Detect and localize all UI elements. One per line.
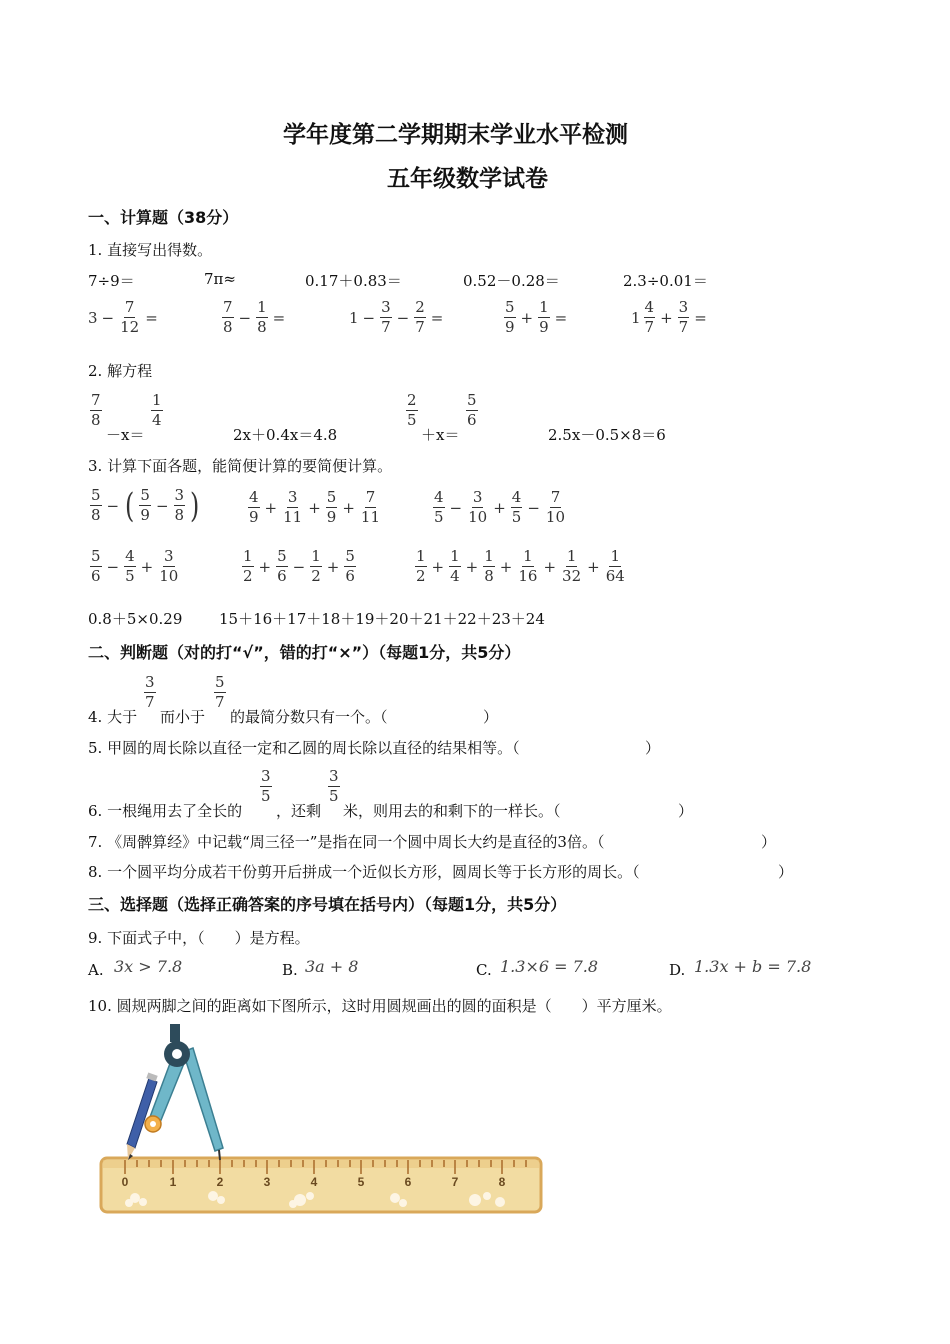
fraction: $\frac{7}{10}$ [545,488,566,526]
q1-fraction-expr [349,300,446,335]
option-letter: C. [476,961,492,979]
q3-expr [240,549,358,584]
q8-text: 8. 一个圆平均分成若干份剪开后拼成一个近似长方形，圆周长等于长方形的周长。（ [88,863,640,881]
fraction: 4 9 [249,488,259,526]
fraction: $\frac{5}{6}$ [345,547,355,585]
fraction: $\frac{1}{64}$ [605,547,625,585]
fraction: $\frac{3}{8}$ [174,486,185,524]
q3-label: 3. 计算下面各题，能简便计算的要简便计算。 [88,457,393,475]
fraction: 5 6 [467,391,477,429]
fraction: 5 9 [505,298,515,336]
right-paren: ) [190,485,200,526]
q5-text: 5. 甲圆的周长除以直径一定和乙圆的周长除以直径的结果相等。（ [88,739,520,757]
q1-item: 7÷9＝ [88,272,135,290]
ruler-label: 0 [121,1175,129,1189]
answer-paren-close: ） [778,863,794,881]
fraction: $\frac{2}{7}$ [415,298,425,336]
q1-item: 0.52－0.28＝ [463,272,560,290]
ruler-label: 4 [310,1175,318,1189]
ruler-label: 2 [216,1175,224,1189]
q4-text: 而小于 [160,708,206,726]
operator: + [543,557,557,576]
q10-text: 10. 圆规两脚之间的距离如下图所示，这时用圆规画出的圆的面积是（ ）平方厘米。 [88,997,672,1015]
option-expr: 3x > 7.8 [114,957,183,976]
operator: + [431,557,445,576]
operator: − [101,308,115,327]
fraction: $\frac{1}{8}$ [257,298,267,336]
fraction: $\frac{7}{12}$ [120,298,140,336]
fraction: $\frac{3}{10}$ [159,547,179,585]
q2-label: 2. 解方程 [88,362,153,380]
q3-expr [431,490,568,525]
operator: + [140,557,154,576]
fraction: $\frac{3}{11}$ [283,488,303,526]
q6-text: 6. 一根绳用去了全长的 [88,802,243,820]
operator: + [258,557,272,576]
q4-text: 4. 大于 [88,708,138,726]
q4-text: 的最简分数只有一个。（ [230,708,388,726]
operator: − [106,557,120,576]
q1-item: 2.3÷0.01＝ [623,272,708,290]
equals: = [694,308,707,327]
equals: = [272,308,286,327]
fraction: 1 2 [416,547,426,585]
q1-fraction-expr [502,300,570,335]
fraction: $\frac{3}{7}$ [381,298,391,336]
answer-paren-close: ） [761,833,777,851]
fraction: 1 2 [243,547,253,585]
operator: + [308,498,321,517]
section-1-heading: 一、计算题（38分） [88,208,239,227]
q7-text: 7. 《周髀算经》中记载“周三径一”是指在同一个圆中周长大约是直径的3倍。（ [88,833,605,851]
answer-paren-close: ） [678,802,694,820]
operator: − [292,557,306,576]
operator: + [465,557,479,576]
fraction: $\frac{1}{4}$ [450,547,460,585]
fraction: $\frac{1}{32}$ [562,547,582,585]
exam-title: 学年度第二学期期末学业水平检测 [283,122,628,148]
equals: = [554,308,568,327]
fraction: $\frac{7}{11}$ [360,488,381,526]
fraction: 5 9 [140,486,150,524]
equation: 2.5x－0.5×8＝6 [548,426,666,444]
option-letter: D. [669,961,686,979]
q1-item: 7π≈ [204,270,236,288]
fraction: $\frac{4}{5}$ [511,488,522,526]
fraction: $\frac{1}{2}$ [311,547,321,585]
fraction: 5 7 [215,673,225,711]
equation: 2x＋0.4x＝4.8 [233,426,338,444]
ruler-label: 1 [169,1175,177,1189]
operator: + [587,557,600,576]
fraction: $\frac{4}{5}$ [125,547,135,585]
q1-fraction-expr [88,300,161,335]
fraction: $\frac{5}{9}$ [326,488,337,526]
ruler-label: 3 [263,1175,271,1189]
fraction: 1 4 [152,391,162,429]
equals: = [145,308,158,327]
fraction: $\frac{1}{9}$ [539,298,549,336]
fraction: 5 6 [91,547,101,585]
answer-paren-close: ） [645,739,661,757]
equals: = [430,308,444,327]
operator: + [326,557,340,576]
q3-expr [246,490,383,525]
fraction: $\frac{1}{16}$ [518,547,538,585]
option-letter: A. [88,961,104,979]
fraction: 7 8 [91,391,101,429]
section-2-heading: 二、判断题（对的打“√”，错的打“×”）（每题1分，共5分） [88,643,521,662]
operator: − [449,498,463,517]
operator: + [264,498,278,517]
operator: + [660,308,673,327]
fraction: 4 5 [434,488,444,526]
fraction: 2 5 [407,391,417,429]
left-paren: ( [125,485,135,526]
option-expr: 3a + 8 [305,957,359,976]
fraction: $\frac{3}{10}$ [468,488,488,526]
q6-text: 米，则用去的和剩下的一样长。（ [343,802,561,820]
operator: − [238,308,252,327]
q3-expr: 15＋16＋17＋18＋19＋20＋21＋22＋23＋24 [219,610,545,628]
option-expr: 1.3×6 = 7.8 [500,957,599,976]
operator: + [493,498,506,517]
q1-fraction-expr [220,300,288,335]
q1-fraction-expr [631,300,710,335]
section-3-heading: 三、选择题（选择正确答案的序号填在括号内）（每题1分，共5分） [88,895,567,914]
whole-number: 1 [631,308,641,327]
fraction: 7 8 [223,298,233,336]
ruler-label: 7 [451,1175,459,1189]
equation-part: －x＝ [106,426,145,444]
operator: − [527,498,540,517]
operator: + [499,557,513,576]
q3-expr [88,549,181,584]
equation-part: ＋x＝ [421,426,460,444]
answer-paren-close: ） [483,708,499,726]
whole-number: 3 [88,308,98,327]
fraction: $\frac{1}{8}$ [484,547,494,585]
q3-expr: 0.8＋5×0.29 [88,610,183,628]
q3-expr [88,485,202,526]
operator: + [520,308,534,327]
fraction: 3 7 [145,673,155,711]
q9-text: 9. 下面式子中，（ ）是方程。 [88,929,310,947]
ruler-label: 6 [404,1175,412,1189]
fraction: 3 5 [261,767,271,805]
fraction: 4 7 [644,298,655,336]
fraction: 3 5 [329,767,339,805]
operator: − [362,308,376,327]
fraction: $\frac{5}{6}$ [277,547,287,585]
q1-label: 1. 直接写出得数。 [88,241,213,259]
q1-item: 0.17＋0.83＝ [305,272,402,290]
operator: − [106,496,120,515]
operator: + [342,498,355,517]
operator: − [396,308,410,327]
ruler-label: 5 [357,1175,365,1189]
exam-subtitle: 五年级数学试卷 [387,166,548,192]
operator: − [155,496,169,515]
fraction: $\frac{3}{7}$ [678,298,689,336]
option-letter: B. [282,961,298,979]
compass-ruler-illustration [95,1020,550,1220]
q3-expr [413,549,628,584]
fraction: 5 8 [91,486,101,524]
option-expr: 1.3x + b = 7.8 [694,957,812,976]
whole-number: 1 [349,308,359,327]
ruler-label: 8 [498,1175,506,1189]
q6-text: ，还剩 [276,802,322,820]
compass [145,1024,223,1160]
